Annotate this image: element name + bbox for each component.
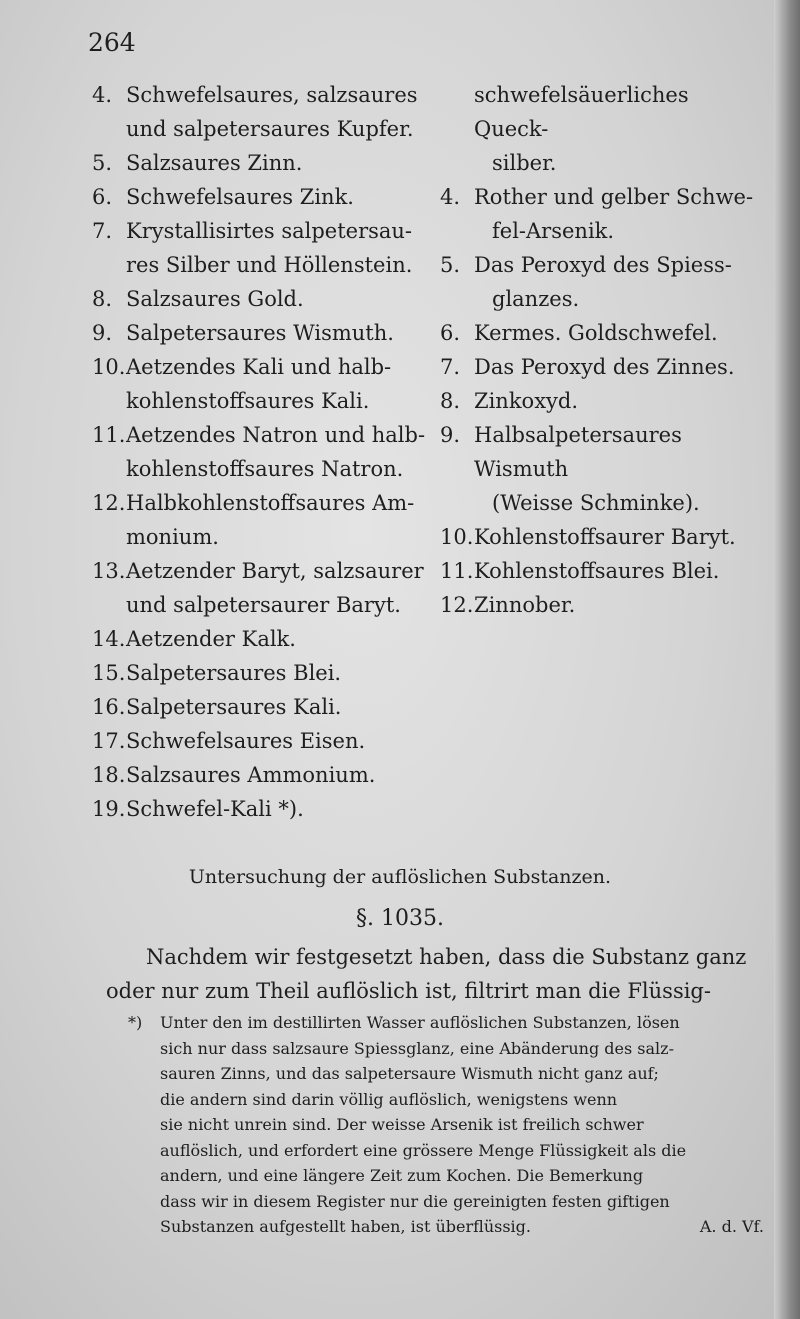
footnote-signature: A. d. Vf.	[699, 1217, 764, 1236]
list-entry	[440, 316, 762, 350]
list-entry-text: fel-Arsenik.	[492, 219, 615, 243]
list-entry-number: 12.	[92, 491, 126, 515]
list-entry-text: Zinkoxyd.	[474, 389, 579, 413]
list-entry	[92, 792, 432, 826]
list-entry-text: Aetzender Baryt, salzsaurer	[126, 559, 424, 583]
list-entry-text: Kohlenstoffsaures Blei.	[474, 559, 720, 583]
list-entry	[92, 554, 432, 622]
list-entry	[440, 78, 762, 180]
list-entry-number: 4.	[92, 83, 113, 107]
list-entry-number: 9.	[440, 423, 461, 447]
list-entry-number: 11.	[92, 423, 126, 447]
list-entry	[440, 554, 762, 588]
page-number: 264	[88, 28, 136, 57]
page-edge-shadow	[774, 0, 800, 1319]
left-column-list	[92, 78, 432, 826]
list-entry-number: 16.	[92, 695, 126, 719]
list-entry	[92, 724, 432, 758]
list-entry-text: Schwefel-Kali *).	[126, 797, 304, 821]
list-entry-text: Schwefelsaures Eisen.	[126, 729, 366, 753]
list-entry-number: 4.	[440, 185, 461, 209]
list-entry-text: Das Peroxyd des Spiess-	[474, 253, 732, 277]
list-entry	[92, 282, 432, 316]
list-entry-number: 6.	[92, 185, 113, 209]
list-entry-text: kohlenstoffsaures Kali.	[126, 389, 370, 413]
list-entry	[440, 520, 762, 554]
list-entry-number: 17.	[92, 729, 126, 753]
list-entry-text: (Weisse Schminke).	[492, 491, 700, 515]
list-entry	[92, 656, 432, 690]
footnote-mark: *)	[128, 1013, 143, 1032]
list-entry-number: 7.	[92, 219, 113, 243]
footnote-line: auflöslich, und erfordert eine grössere Menge Flüssigkeit als die	[160, 1140, 687, 1160]
list-entry	[92, 316, 432, 350]
list-entry-number: 8.	[440, 389, 461, 413]
list-entry-number: 7.	[440, 355, 461, 379]
list-entry-number: 9.	[92, 321, 113, 345]
footnote-line: Substanzen aufgestellt haben, ist überflüssig.	[160, 1217, 531, 1236]
list-entry-number: 5.	[440, 253, 461, 277]
list-entry-text: monium.	[126, 525, 219, 549]
body-line: Nachdem wir festgesetzt haben, dass die Substanz ganz	[146, 945, 747, 969]
list-entry-text: Aetzendes Natron und halb-	[126, 423, 426, 447]
list-entry	[92, 78, 432, 146]
footnote-line: sich nur dass salzsaure Spiessglanz, eine Abänderung des salz-	[160, 1038, 674, 1058]
right-column-list	[440, 78, 762, 622]
body-line: oder nur zum Theil auflöslich ist, filtrirt man die Flüssig-	[106, 979, 711, 1003]
list-entry	[92, 622, 432, 656]
list-entry-text: Salpetersaures Blei.	[126, 661, 342, 685]
list-entry-number: 15.	[92, 661, 126, 685]
list-entry-text: res Silber und Höllenstein.	[126, 253, 413, 277]
list-entry-text: kohlenstoffsaures Natron.	[126, 457, 404, 481]
list-entry-text: Salzsaures Gold.	[126, 287, 304, 311]
list-entry-text: Das Peroxyd des Zinnes.	[474, 355, 735, 379]
body-paragraph	[106, 940, 762, 1008]
section-heading: Untersuchung der auflöslichen Substanzen.	[188, 866, 612, 888]
footnote-line: dass wir in diesem Register nur die gereinigten festen giftigen	[160, 1191, 670, 1211]
section-number: §. 1035.	[356, 906, 444, 931]
list-entry-text: Salzsaures Zinn.	[126, 151, 303, 175]
list-entry	[92, 350, 432, 418]
list-entry-number: 18.	[92, 763, 126, 787]
list-entry-text: Kermes. Goldschwefel.	[474, 321, 718, 345]
footnote-line: die andern sind darin völlig auflöslich, wenigstens wenn	[160, 1089, 618, 1109]
list-entry-text: Halbsalpetersaures Wismuth	[474, 423, 682, 481]
list-entry-text: und salpetersaurer Baryt.	[126, 593, 401, 617]
list-entry-number: 10.	[440, 525, 474, 549]
list-entry	[92, 180, 432, 214]
footnote-line: sie nicht unrein sind. Der weisse Arsenik ist freilich schwer	[160, 1115, 644, 1134]
list-entry-number: 14.	[92, 627, 126, 651]
list-entry-number: 6.	[440, 321, 461, 345]
list-entry	[440, 180, 762, 248]
list-entry-text: Aetzender Kalk.	[126, 627, 296, 651]
list-entry-text: und salpetersaures Kupfer.	[126, 117, 414, 141]
list-entry	[440, 384, 762, 418]
list-entry-text: Salpetersaures Kali.	[126, 695, 342, 719]
list-entry-text: Halbkohlenstoffsaures Am-	[126, 491, 415, 515]
list-entry	[92, 486, 432, 554]
list-entry	[92, 418, 432, 486]
list-entry	[92, 146, 432, 180]
list-entry	[440, 350, 762, 384]
list-entry-number: 10.	[92, 355, 126, 379]
list-entry-text: schwefelsäuerliches Queck-	[474, 83, 689, 141]
list-entry-number: 5.	[92, 151, 113, 175]
list-entry-number: 8.	[92, 287, 113, 311]
list-entry	[92, 214, 432, 282]
list-entry-number: 12.	[440, 593, 474, 617]
list-entry-number: 11.	[440, 559, 474, 583]
list-entry-text: Aetzendes Kali und halb-	[126, 355, 392, 379]
list-entry	[440, 248, 762, 316]
list-entry-text: Zinnober.	[474, 593, 576, 617]
list-entry	[92, 690, 432, 724]
list-entry	[440, 418, 762, 520]
footnote-line: Unter den im destillirten Wasser auflöslichen Substanzen, lösen	[160, 1013, 680, 1032]
list-entry-text: Rother und gelber Schwe-	[474, 185, 754, 209]
list-entry-text: Schwefelsaures, salzsaures	[126, 83, 418, 107]
list-entry-text: Salzsaures Ammonium.	[126, 763, 376, 787]
footnote	[128, 1010, 764, 1240]
list-entry-number: 19.	[92, 797, 126, 821]
list-entry-text: silber.	[492, 151, 557, 175]
footnote-last-line	[128, 1214, 764, 1240]
list-entry	[440, 588, 762, 622]
list-entry-number: 13.	[92, 559, 126, 583]
list-entry-text: Salpetersaures Wismuth.	[126, 321, 394, 345]
list-entry	[92, 758, 432, 792]
footnote-line: sauren Zinns, und das salpetersaure Wismuth nicht ganz auf;	[160, 1064, 659, 1083]
footnote-line: andern, und eine längere Zeit zum Kochen. Die Bemerkung	[160, 1166, 644, 1185]
list-entry-text: glanzes.	[492, 287, 580, 311]
list-entry-text: Krystallisirtes salpetersau-	[126, 219, 413, 243]
list-entry-text: Schwefelsaures Zink.	[126, 185, 354, 209]
list-entry-text: Kohlenstoffsaurer Baryt.	[474, 525, 736, 549]
